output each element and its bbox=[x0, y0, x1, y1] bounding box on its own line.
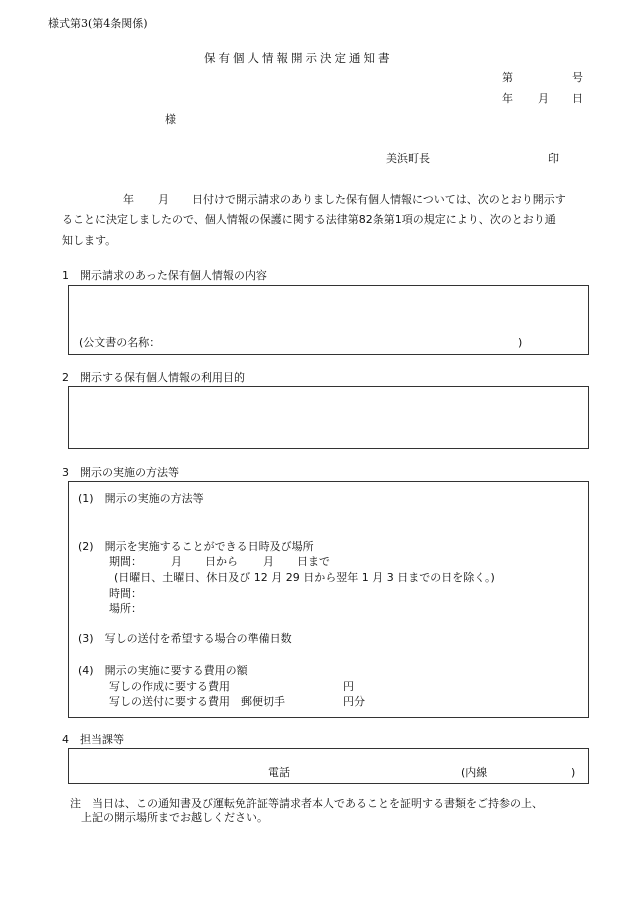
date-day: 日 bbox=[572, 92, 583, 105]
form-label: 様式第3(第4条関係) bbox=[48, 17, 148, 30]
date-month: 月 bbox=[538, 92, 549, 105]
addressee-suffix: 様 bbox=[165, 113, 176, 126]
intro-year: 年 bbox=[123, 193, 134, 206]
send-cost-unit: 円分 bbox=[343, 695, 365, 708]
intro-line2: ることに決定しましたので、個人情報の保護に関する法律第82条第1項の規定により、次のとおり通 bbox=[62, 213, 556, 226]
copy-cost-label: 写しの作成に要する費用 bbox=[109, 680, 230, 693]
doc-name-close: ) bbox=[518, 336, 523, 349]
time-label: 時間： bbox=[109, 587, 142, 600]
intro-line3: 知します。 bbox=[62, 234, 117, 247]
period-until: 日まで bbox=[297, 555, 330, 568]
extension-label: (内線 bbox=[461, 766, 488, 779]
section3-heading: 3 開示の実施の方法等 bbox=[62, 466, 179, 479]
period-month: 月 bbox=[171, 555, 182, 568]
period-from: 日から bbox=[205, 555, 238, 568]
item1-method: (1) 開示の実施の方法等 bbox=[78, 492, 204, 505]
section4-heading: 4 担当課等 bbox=[62, 733, 124, 746]
send-cost-label: 写しの送付に要する費用 郵便切手 bbox=[109, 695, 285, 708]
number-dai: 第 bbox=[502, 71, 513, 84]
item3-prep-days: (3) 写しの送付を希望する場合の準備日数 bbox=[78, 632, 292, 645]
period-month2: 月 bbox=[263, 555, 274, 568]
date-year: 年 bbox=[502, 92, 513, 105]
copy-cost-unit: 円 bbox=[343, 680, 354, 693]
section1-box bbox=[68, 285, 589, 355]
note-line2: 上記の開示場所までお越しください。 bbox=[81, 811, 268, 824]
section2-box bbox=[68, 386, 589, 449]
section1-heading: 1 開示請求のあった保有個人情報の内容 bbox=[62, 269, 267, 282]
doc-name-label: (公文書の名称： bbox=[79, 336, 161, 349]
intro-line1: 日付けで開示請求のありました保有個人情報については、次のとおり開示す bbox=[192, 193, 566, 206]
note-line1: 注 当日は、この通知書及び運転免許証等請求者本人であることを証明する書類をご持参の上、 bbox=[70, 797, 543, 810]
item2-datetime-place: (2) 開示を実施することができる日時及び場所 bbox=[78, 540, 314, 553]
section3-box bbox=[68, 481, 589, 718]
section4-box bbox=[68, 748, 589, 784]
item4-cost: (4) 開示の実施に要する費用の額 bbox=[78, 664, 248, 677]
intro-month: 月 bbox=[158, 193, 169, 206]
period-label: 期間： bbox=[109, 555, 142, 568]
place-label: 場所： bbox=[109, 602, 142, 615]
seal-mark: 印 bbox=[548, 152, 559, 165]
issuer-name: 美浜町長 bbox=[386, 152, 430, 165]
number-go: 号 bbox=[572, 71, 583, 84]
phone-label: 電話 bbox=[268, 766, 290, 779]
period-note: (日曜日、土曜日、休日及び 12 月 29 日から翌年 1 月 3 日までの日を除く。) bbox=[114, 571, 495, 584]
page-title: 保有個人情報開示決定通知書 bbox=[204, 51, 393, 65]
section2-heading: 2 開示する保有個人情報の利用目的 bbox=[62, 371, 245, 384]
extension-close: ) bbox=[571, 766, 576, 779]
